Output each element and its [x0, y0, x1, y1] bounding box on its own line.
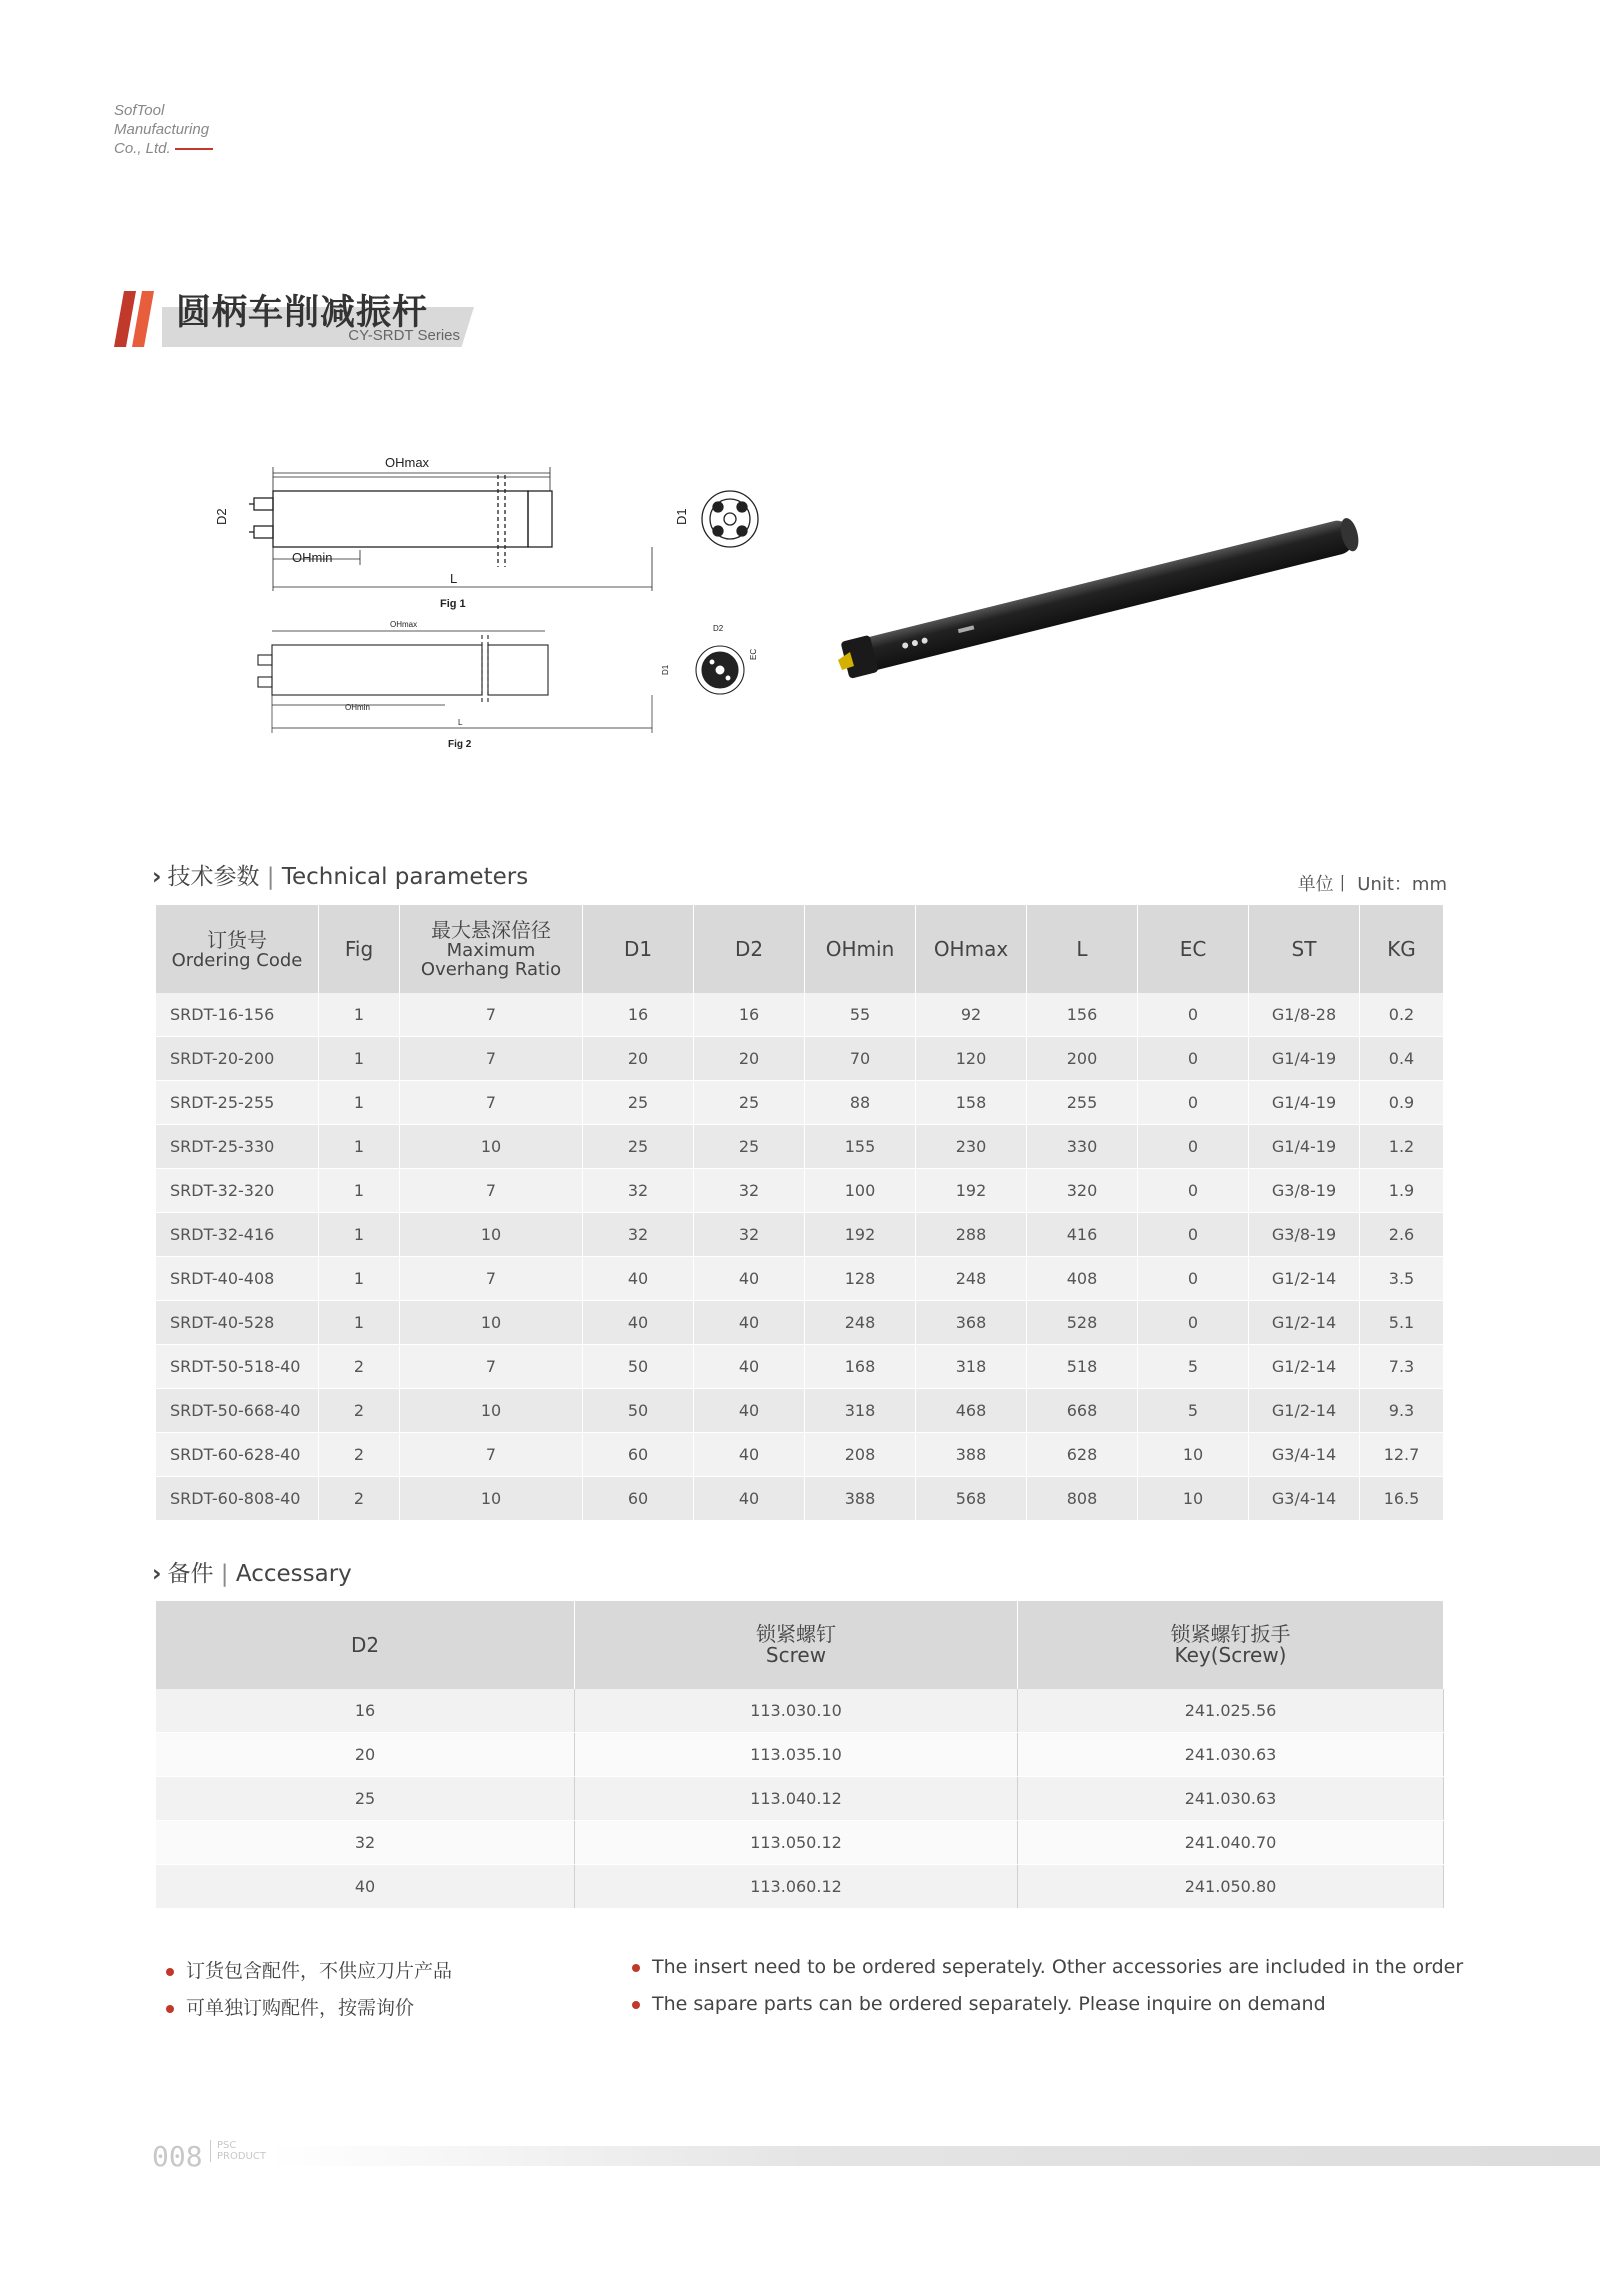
table-cell: 128 [805, 1257, 916, 1301]
table-cell: 40 [694, 1345, 805, 1389]
note-cn-2: 可单独订购配件，按需询价 [166, 1993, 414, 2020]
table-cell: 12.7 [1360, 1433, 1444, 1477]
chevron-right-icon: › [152, 1561, 162, 1587]
table-cell: 32 [583, 1169, 694, 1213]
page-footer [152, 2140, 266, 2173]
table-cell: 10 [400, 1125, 583, 1169]
table-cell: 1 [319, 1081, 400, 1125]
table-cell: 50 [583, 1389, 694, 1433]
table-cell: 568 [916, 1477, 1027, 1521]
table-cell: 16 [694, 993, 805, 1037]
table-cell: 192 [916, 1169, 1027, 1213]
note-cn-1: 订货包含配件，不供应刀片产品 [166, 1956, 452, 1983]
table-cell: SRDT-50-518-40 [156, 1345, 319, 1389]
col-d1: D1 [583, 905, 694, 993]
table-cell: G1/4-19 [1249, 1125, 1360, 1169]
table-cell: 1.9 [1360, 1169, 1444, 1213]
table-cell: SRDT-16-156 [156, 993, 319, 1037]
table-cell: 20 [156, 1733, 575, 1777]
table-row [156, 1169, 1444, 1213]
table-cell: 25 [694, 1125, 805, 1169]
col-key: 锁紧螺钉扳手 Key(Screw) [1018, 1601, 1444, 1689]
col-screw: 锁紧螺钉 Screw [575, 1601, 1018, 1689]
company-name: SofTool Manufacturing Co., Ltd. [114, 101, 213, 158]
table-cell: 518 [1027, 1345, 1138, 1389]
table-cell: 32 [583, 1213, 694, 1257]
table-cell: 60 [583, 1433, 694, 1477]
table-cell: 2 [319, 1477, 400, 1521]
table-cell: 0.4 [1360, 1037, 1444, 1081]
table-cell: 0 [1138, 1037, 1249, 1081]
technical-drawing [200, 455, 780, 755]
accessory-section-title: › 备件 | Accessary [152, 1561, 352, 1587]
table-cell: 1 [319, 1301, 400, 1345]
table-cell: 7 [400, 993, 583, 1037]
table-cell: 0.2 [1360, 993, 1444, 1037]
col-overhang-ratio: 最大悬深倍径 Maximum Overhang Ratio [400, 905, 583, 993]
fig2-l-label: L [458, 718, 463, 727]
table-cell: SRDT-60-808-40 [156, 1477, 319, 1521]
table-cell: 40 [583, 1257, 694, 1301]
table-cell: 0 [1138, 1169, 1249, 1213]
table-cell: 100 [805, 1169, 916, 1213]
table-cell: 168 [805, 1345, 916, 1389]
bullet-icon [632, 1964, 640, 1972]
table-cell: 2 [319, 1345, 400, 1389]
tech-section-title: › 技术参数 | Technical parameters [152, 864, 529, 890]
table-row [156, 1081, 1444, 1125]
table-cell: 7 [400, 1169, 583, 1213]
table-cell: 241.030.63 [1018, 1777, 1444, 1821]
col-fig: Fig [319, 905, 400, 993]
table-cell: 25 [694, 1081, 805, 1125]
col-ec: EC [1138, 905, 1249, 993]
table-cell: 241.025.56 [1018, 1689, 1444, 1733]
fig2-ec-label: EC [749, 648, 758, 660]
table-cell: 40 [694, 1257, 805, 1301]
table-cell: 1 [319, 1257, 400, 1301]
accent-underline [175, 148, 213, 150]
table-cell: 40 [583, 1301, 694, 1345]
table-cell: 192 [805, 1213, 916, 1257]
table-cell: 5.1 [1360, 1301, 1444, 1345]
table-cell: 25 [583, 1125, 694, 1169]
table-cell: G3/8-19 [1249, 1213, 1360, 1257]
table-cell: 16.5 [1360, 1477, 1444, 1521]
table-row [156, 1257, 1444, 1301]
footer-tag: PSC PRODUCT [210, 2140, 266, 2162]
table-cell: SRDT-32-416 [156, 1213, 319, 1257]
table-cell: 7 [400, 1433, 583, 1477]
table-cell: G1/2-14 [1249, 1301, 1360, 1345]
table-cell: 1 [319, 1125, 400, 1169]
table-cell: 40 [694, 1389, 805, 1433]
fig1-d2-label: D2 [214, 508, 229, 525]
table-cell: 40 [694, 1301, 805, 1345]
table-row [156, 1821, 1444, 1865]
table-cell: 0 [1138, 993, 1249, 1037]
product-photo [830, 510, 1370, 690]
table-cell: 416 [1027, 1213, 1138, 1257]
footer-bar [270, 2146, 1600, 2166]
table-cell: 808 [1027, 1477, 1138, 1521]
table-cell: 16 [156, 1689, 575, 1733]
table-cell: 7 [400, 1257, 583, 1301]
bullet-icon [166, 1968, 174, 1976]
table-cell: G1/8-28 [1249, 993, 1360, 1037]
table-cell: 10 [400, 1477, 583, 1521]
tech-table [156, 905, 1444, 1521]
note-en-1: The insert need to be ordered seperately. Other accessories are included in the order [632, 1956, 1463, 1978]
fig2-caption: Fig 2 [448, 739, 472, 750]
table-cell: 628 [1027, 1433, 1138, 1477]
table-cell: G3/4-14 [1249, 1477, 1360, 1521]
fig2-d2-label: D2 [713, 624, 724, 633]
table-cell: 9.3 [1360, 1389, 1444, 1433]
table-cell: 120 [916, 1037, 1027, 1081]
table-cell: 50 [583, 1345, 694, 1389]
table-cell: 241.050.80 [1018, 1865, 1444, 1909]
table-cell: 55 [805, 993, 916, 1037]
table-cell: G1/2-14 [1249, 1257, 1360, 1301]
table-cell: 20 [694, 1037, 805, 1081]
table-row [156, 1477, 1444, 1521]
table-cell: 113.030.10 [575, 1689, 1018, 1733]
header-stripes-icon [114, 291, 162, 347]
table-cell: 20 [583, 1037, 694, 1081]
table-cell: 7.3 [1360, 1345, 1444, 1389]
table-cell: 330 [1027, 1125, 1138, 1169]
table-cell: 468 [916, 1389, 1027, 1433]
table-cell: 40 [694, 1477, 805, 1521]
table-cell: 248 [916, 1257, 1027, 1301]
col-ordering-code: 订货号 Ordering Code [156, 905, 319, 993]
table-cell: 32 [694, 1213, 805, 1257]
table-cell: 248 [805, 1301, 916, 1345]
table-cell: 88 [805, 1081, 916, 1125]
fig2-ohmin-label: OHmin [345, 703, 370, 712]
table-cell: 0 [1138, 1081, 1249, 1125]
table-cell: G3/8-19 [1249, 1169, 1360, 1213]
table-cell: SRDT-40-528 [156, 1301, 319, 1345]
table-cell: 10 [400, 1213, 583, 1257]
table-cell: 16 [583, 993, 694, 1037]
fig2-ohmax-label: OHmax [390, 620, 418, 629]
table-cell: 255 [1027, 1081, 1138, 1125]
table-cell: 2 [319, 1389, 400, 1433]
table-row [156, 1301, 1444, 1345]
table-cell: SRDT-25-255 [156, 1081, 319, 1125]
table-cell: SRDT-40-408 [156, 1257, 319, 1301]
table-cell: 528 [1027, 1301, 1138, 1345]
table-cell: 158 [916, 1081, 1027, 1125]
tech-table-header [156, 905, 1444, 993]
series-header [114, 285, 474, 347]
table-cell: 0 [1138, 1213, 1249, 1257]
table-cell: 0 [1138, 1301, 1249, 1345]
table-cell: SRDT-32-320 [156, 1169, 319, 1213]
table-cell: 155 [805, 1125, 916, 1169]
table-cell: 7 [400, 1345, 583, 1389]
col-l: L [1027, 905, 1138, 993]
fig2-drawing [258, 631, 744, 733]
table-cell: G1/4-19 [1249, 1037, 1360, 1081]
table-cell: 10 [1138, 1433, 1249, 1477]
chevron-right-icon: › [152, 864, 162, 890]
table-cell: 113.050.12 [575, 1821, 1018, 1865]
table-cell: 113.040.12 [575, 1777, 1018, 1821]
table-cell: 318 [916, 1345, 1027, 1389]
table-cell: 368 [916, 1301, 1027, 1345]
table-row [156, 993, 1444, 1037]
table-cell: 113.035.10 [575, 1733, 1018, 1777]
table-cell: 25 [156, 1777, 575, 1821]
table-row [156, 1037, 1444, 1081]
series-name: CY-SRDT Series [348, 327, 460, 344]
table-cell: 0 [1138, 1125, 1249, 1169]
bullet-icon [632, 2001, 640, 2009]
table-cell: 1 [319, 1037, 400, 1081]
table-cell: 1.2 [1360, 1125, 1444, 1169]
table-cell: G3/4-14 [1249, 1433, 1360, 1477]
table-cell: 3.5 [1360, 1257, 1444, 1301]
table-cell: 241.030.63 [1018, 1733, 1444, 1777]
table-cell: 388 [916, 1433, 1027, 1477]
table-row [156, 1345, 1444, 1389]
table-cell: G1/2-14 [1249, 1345, 1360, 1389]
col-d2: D2 [694, 905, 805, 993]
table-cell: 208 [805, 1433, 916, 1477]
table-cell: 25 [583, 1081, 694, 1125]
table-cell: 230 [916, 1125, 1027, 1169]
accessory-table [156, 1601, 1444, 1909]
table-row [156, 1865, 1444, 1909]
accessory-table-header [156, 1601, 1444, 1689]
table-row [156, 1213, 1444, 1257]
note-en-2: The sapare parts can be ordered separately. Please inquire on demand [632, 1993, 1326, 2015]
table-row [156, 1777, 1444, 1821]
table-cell: 200 [1027, 1037, 1138, 1081]
unit-label: 单位丨 Unit：mm [1297, 874, 1447, 895]
fig1-d1-label: D1 [674, 508, 689, 525]
table-cell: 0.9 [1360, 1081, 1444, 1125]
col-ohmax: OHmax [916, 905, 1027, 993]
table-cell: 10 [400, 1389, 583, 1433]
table-cell: 5 [1138, 1345, 1249, 1389]
table-cell: 668 [1027, 1389, 1138, 1433]
table-cell: 408 [1027, 1257, 1138, 1301]
table-cell: 113.060.12 [575, 1865, 1018, 1909]
table-cell: 2 [319, 1433, 400, 1477]
table-cell: 32 [156, 1821, 575, 1865]
table-cell: 40 [694, 1433, 805, 1477]
table-cell: 7 [400, 1081, 583, 1125]
table-cell: 5 [1138, 1389, 1249, 1433]
table-cell: SRDT-50-668-40 [156, 1389, 319, 1433]
table-row [156, 1733, 1444, 1777]
table-cell: SRDT-60-628-40 [156, 1433, 319, 1477]
table-row [156, 1125, 1444, 1169]
fig1-ohmin-label: OHmin [292, 550, 333, 565]
table-cell: 10 [400, 1301, 583, 1345]
fig1-l-label: L [450, 571, 458, 586]
table-cell: 288 [916, 1213, 1027, 1257]
table-cell: 1 [319, 1213, 400, 1257]
page-title: 圆柄车削减振杆 [176, 293, 429, 333]
table-cell: 241.040.70 [1018, 1821, 1444, 1865]
col-st: ST [1249, 905, 1360, 993]
fig1-caption: Fig 1 [440, 598, 466, 610]
table-cell: 320 [1027, 1169, 1138, 1213]
table-cell: 156 [1027, 993, 1138, 1037]
page-number: 008 [152, 2140, 203, 2173]
table-cell: 60 [583, 1477, 694, 1521]
table-row [156, 1433, 1444, 1477]
col-acc-d2: D2 [156, 1601, 575, 1689]
table-cell: G1/2-14 [1249, 1389, 1360, 1433]
table-row [156, 1389, 1444, 1433]
table-cell: 388 [805, 1477, 916, 1521]
table-cell: 1 [319, 1169, 400, 1213]
table-cell: SRDT-20-200 [156, 1037, 319, 1081]
bullet-icon [166, 2005, 174, 2013]
table-cell: 0 [1138, 1257, 1249, 1301]
table-cell: 7 [400, 1037, 583, 1081]
table-cell: SRDT-25-330 [156, 1125, 319, 1169]
col-kg: KG [1360, 905, 1444, 993]
table-cell: 70 [805, 1037, 916, 1081]
fig1-drawing [249, 467, 758, 591]
table-cell: 2.6 [1360, 1213, 1444, 1257]
table-cell: 318 [805, 1389, 916, 1433]
table-cell: G1/4-19 [1249, 1081, 1360, 1125]
table-row [156, 1689, 1444, 1733]
fig2-d1-label: D1 [661, 664, 670, 675]
fig1-ohmax-label: OHmax [385, 455, 430, 470]
table-cell: 1 [319, 993, 400, 1037]
table-cell: 92 [916, 993, 1027, 1037]
table-cell: 10 [1138, 1477, 1249, 1521]
col-ohmin: OHmin [805, 905, 916, 993]
table-cell: 32 [694, 1169, 805, 1213]
table-cell: 40 [156, 1865, 575, 1909]
